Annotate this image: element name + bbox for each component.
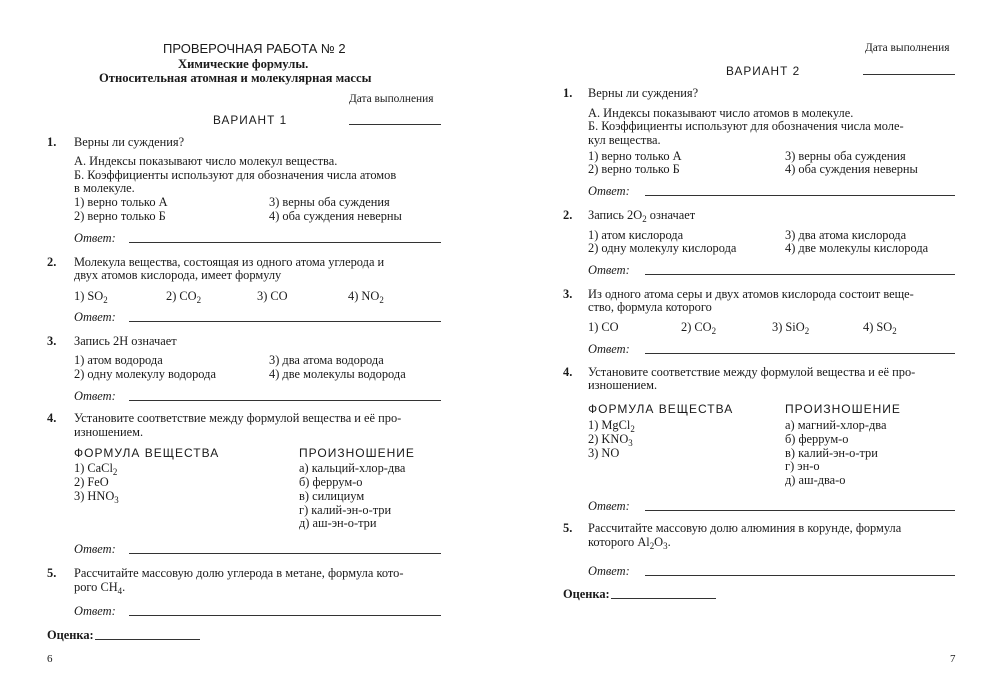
option-3: 3) SiO$_2$ (772, 320, 810, 337)
statement-a: А. Индексы показывают число атомов в молекуле. (588, 106, 854, 120)
question-text-cont: двух атомов кислорода, имеет формулу (74, 268, 282, 282)
question-number: 1. (47, 135, 57, 149)
option-1: 1) верно только А (74, 195, 168, 209)
answer-line[interactable] (129, 400, 441, 401)
option-3: 3) верны оба суждения (269, 195, 390, 209)
option-2: 2) верно только Б (74, 209, 166, 223)
answer-line[interactable] (645, 575, 955, 576)
formula-1: 1) MgCl$_2$ (588, 418, 635, 435)
question-number: 5. (47, 566, 57, 580)
option-4: 4) оба суждения неверны (785, 162, 918, 176)
question-number: 2. (47, 255, 57, 269)
right-page (500, 0, 1000, 695)
formula-2: 2) $KNO_3$ (588, 432, 633, 449)
answer-label: Ответ: (588, 564, 630, 578)
question-number: 2. (563, 208, 573, 222)
column-header-pronunciation: ПРОИЗНОШЕНИЕ (785, 402, 901, 416)
question-number: 4. (47, 411, 57, 425)
question-text-cont: которого $Al_2O_3$. (588, 535, 671, 552)
question-number: 1. (563, 86, 573, 100)
answer-label: Ответ: (74, 231, 116, 245)
option-2: 2) $CO_2$ (681, 320, 717, 337)
answer-label: Ответ: (74, 542, 116, 556)
answer-line[interactable] (129, 615, 441, 616)
statement-b: Б. Коэффициенты используют для обозначения числа моле- (588, 119, 904, 133)
formula-3: 3) $HNO_3$ (74, 489, 119, 506)
statement-b-cont: в молекуле. (74, 181, 135, 195)
question-text: Установите соответствие между формулой вещества и её про- (588, 365, 916, 379)
answer-label: Ответ: (588, 342, 630, 356)
option-4: 4) оба суждения неверны (269, 209, 402, 223)
pronunciation-a: а) кальций-хлор-два (299, 461, 406, 475)
pronunciation-e: д) аш-два-о (785, 473, 846, 487)
option-4: 4) две молекулы водорода (269, 367, 406, 381)
answer-line[interactable] (129, 553, 441, 554)
pronunciation-b: б) феррум-о (299, 475, 363, 489)
variant-label: ВАРИАНТ 2 (726, 64, 801, 78)
answer-label: Ответ: (588, 499, 630, 513)
grade-label: Оценка: (47, 628, 94, 642)
question-text-cont: изношением. (588, 378, 658, 392)
question-number: 3. (563, 287, 573, 301)
answer-line[interactable] (129, 321, 441, 322)
statement-b-cont: кул вещества. (588, 133, 661, 147)
worksheet-subtitle-1: Химические формулы. (178, 57, 309, 71)
pronunciation-e: д) аш-эн-о-три (299, 516, 377, 530)
answer-line[interactable] (645, 195, 955, 196)
question-number: 5. (563, 521, 573, 535)
option-1: 1) $SO_2$ (74, 289, 108, 306)
pronunciation-c: в) калий-эн-о-три (785, 446, 878, 460)
pronunciation-b: б) феррум-о (785, 432, 849, 446)
question-text: Верны ли суждения? (588, 86, 699, 100)
question-number: 3. (47, 334, 57, 348)
formula-2: 2) FeO (74, 475, 109, 489)
date-label: Дата выполнения (349, 93, 434, 105)
date-field[interactable] (863, 74, 955, 75)
variant-label: ВАРИАНТ 1 (213, 113, 288, 127)
worksheet-subtitle-2: Относительная атомная и молекулярная массы (99, 71, 372, 85)
option-4: 4) две молекулы кислорода (785, 241, 929, 255)
answer-line[interactable] (645, 353, 955, 354)
statement-a: А. Индексы показывают число молекул вещества. (74, 154, 338, 168)
grade-field[interactable] (611, 598, 716, 599)
pronunciation-d: г) калий-эн-о-три (299, 503, 392, 517)
grade-field[interactable] (95, 639, 200, 640)
option-1: 1) верно только А (588, 149, 682, 163)
question-text: Установите соответствие между формулой вещества и её про- (74, 411, 402, 425)
answer-line[interactable] (645, 274, 955, 275)
worksheet-title: ПРОВЕРОЧНАЯ РАБОТА № 2 (163, 41, 346, 56)
question-text: Верны ли суждения? (74, 135, 185, 149)
option-3: 3) два атома кислорода (785, 228, 907, 242)
column-header-formula: ФОРМУЛА ВЕЩЕСТВА (74, 446, 220, 460)
option-1: 1) атом водорода (74, 353, 163, 367)
question-text-cont: рого $CH_4$. (74, 580, 126, 597)
option-4: 4) $NO_2$ (348, 289, 384, 306)
pronunciation-a: а) магний-хлор-два (785, 418, 887, 432)
option-1: 1) CO (588, 320, 619, 334)
answer-label: Ответ: (74, 310, 116, 324)
answer-label: Ответ: (74, 604, 116, 618)
option-2: 2) одну молекулу водорода (74, 367, 216, 381)
page-number: 6 (47, 653, 53, 665)
question-text: Рассчитайте массовую долю алюминия в корунде, формула (588, 521, 902, 535)
formula-3: 3) NO (588, 446, 620, 460)
page-number: 7 (950, 653, 956, 665)
statement-b: Б. Коэффициенты используют для обозначения числа атомов (74, 168, 397, 182)
grade-label: Оценка: (563, 587, 610, 601)
option-2: 2) одну молекулу кислорода (588, 241, 737, 255)
option-3: 3) верны оба суждения (785, 149, 906, 163)
answer-label: Ответ: (588, 263, 630, 277)
answer-line[interactable] (645, 510, 955, 511)
option-1: 1) атом кислорода (588, 228, 684, 242)
option-3: 3) два атома водорода (269, 353, 384, 367)
answer-label: Ответ: (74, 389, 116, 403)
question-text-cont: изношением. (74, 425, 144, 439)
question-text: Из одного атома серы и двух атомов кислорода состоит веще- (588, 287, 914, 301)
answer-line[interactable] (129, 242, 441, 243)
question-number: 4. (563, 365, 573, 379)
column-header-pronunciation: ПРОИЗНОШЕНИЕ (299, 446, 415, 460)
pronunciation-d: г) эн-о (785, 459, 820, 473)
question-text-cont: ство, формула которого (588, 300, 712, 314)
column-header-formula: ФОРМУЛА ВЕЩЕСТВА (588, 402, 734, 416)
question-text: Запись 2H означает (74, 334, 177, 348)
option-3: 3) CO (257, 289, 288, 303)
formula-1: 1) CaCl$_2$ (74, 461, 118, 478)
question-text: Молекула вещества, состоящая из одного атома углерода и (74, 255, 385, 269)
answer-label: Ответ: (588, 184, 630, 198)
question-text: Рассчитайте массовую долю углерода в метане, формула кото- (74, 566, 404, 580)
date-label: Дата выполнения (865, 42, 950, 54)
option-2: 2) верно только Б (588, 162, 680, 176)
question-text: Запись $2O_2$ означает (588, 208, 696, 225)
option-4: 4) $SO_2$ (863, 320, 897, 337)
pronunciation-c: в) силициум (299, 489, 365, 503)
option-2: 2) $CO_2$ (166, 289, 202, 306)
date-field[interactable] (349, 124, 441, 125)
